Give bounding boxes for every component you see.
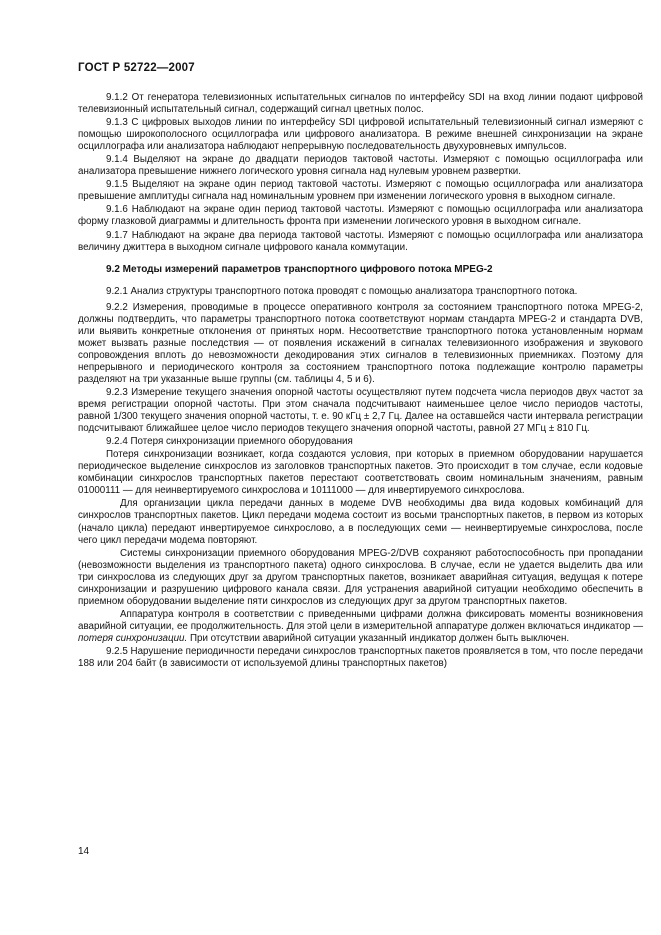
paragraph-9-2-2: 9.2.2 Измерения, проводимые в процессе оперативного контроля за состоянием транспортного потока MPEG-2, должны подтвердить, что параметры транспортного потока соответствуют нормам стандарта MPEG-2 и стандарта DVB, или выявить конкретные отклонения от принятых норм. Несоответствие транспортного потока установленным нормам может вызвать разные последствия — от появления искажений в сигналах телевизионного изображения и звукового сопровождения вплоть до невозможности декодирования этих сигналов в телевизионных приемниках. Поэтому для непрерывного и периодического контроля за состоянием транспортного потока подлежащие контролю параметры разделяют на три указанные выше группы (см. таблицы 4, 5 и 6). <box>78 301 643 385</box>
paragraph-9-1-5: 9.1.5 Выделяют на экране один период тактовой частоты. Измеряют с помощью осциллографа или анализатора превышение амплитуды сигнала над номинальным уровнем при изменении логического уровня в выходном сигнале. <box>78 179 643 203</box>
paragraph-9-2-3: 9.2.3 Измерение текущего значения опорной частоты осуществляют путем подсчета числа периодов двух частот за время регистрации опорной частоты. При этом сначала подсчитывают наименьшее целое число периодов частоты, равной 1/300 текущего значения опорной частоты, т. е. 90 кГц ± 2,7 Гц. Далее на оставшейся части интервала регистрации подсчитывают ближайшее целое число периодов текущего значения опорной частоты, равной 27 МГц ± 810 Гц. <box>78 386 643 435</box>
paragraph-9-1-7: 9.1.7 Наблюдают на экране два периода тактовой частоты. Измеряют с помощью осциллографа или анализатора величину джиттера в выходном сигнале цифрового канала коммутации. <box>78 229 643 253</box>
paragraph-9-2-4-a: Потеря синхронизации возникает, когда создаются условия, при которых в приемном оборудовании нарушается периодическое выделение синхрослов из заголовков транспортных пакетов. Это происходит в том случае, если кодовые комбинации синхрослов транспортных пакетов перестают соответствовать своим номинальным значениям, равным 01000111 — для неинвертируемого синхрослова и 10111000 — для инвертируемого синхрослова. <box>78 449 643 497</box>
paragraph-9-1-2: 9.1.2 От генератора телевизионных испытательных сигналов по интерфейсу SDI на вход линии подают цифровой телевизионный испытательный сигнал, содержащий сигнал цветных полос. <box>78 92 643 116</box>
paragraph-9-2-5: 9.2.5 Нарушение периодичности передачи синхрослов транспортных пакетов проявляется в том, что после передачи 188 или 204 байт (в зависимости от используемой длины транспортных пакетов) <box>78 645 643 670</box>
indicator-label: потеря синхронизации. <box>78 632 188 644</box>
document-body <box>78 92 643 671</box>
paragraph-9-2-4-title: 9.2.4 Потеря синхронизации приемного оборудования <box>106 436 353 448</box>
paragraph-9-1-6: 9.1.6 Наблюдают на экране один период тактовой частоты. Измеряют с помощью осциллографа или анализатора форму глазковой диаграммы и длительность фронта при изменении логического уровня в выходном сигнале. <box>78 204 643 228</box>
page-number: 14 <box>78 846 90 857</box>
paragraph-9-1-4: 9.1.4 Выделяют на экране до двадцати периодов тактовой частоты. Измеряют с помощью осциллографа или анализатора превышение нижнего логического уровня сигнала над нулевым уровнем развертки. <box>78 154 643 178</box>
paragraph-9-2-1: 9.2.1 Анализ структуры транспортного потока проводят с помощью анализатора транспортного потока. <box>106 285 578 297</box>
paragraph-9-2-4-d <box>78 609 643 645</box>
document-header: ГОСТ Р 52722—2007 <box>78 62 195 74</box>
paragraph-9-1-3: 9.1.3 С цифровых выходов линии по интерфейсу SDI цифровой испытательный телевизионный сигнал измеряют с помощью широкополосного осциллографа или цифрового анализатора. В режиме внешней синхронизации на экране осциллографа или анализатора наблюдают непрерывную последовательность двухуровневых импульсов. <box>78 117 643 153</box>
paragraph-9-2-4-d-start: Аппаратура контроля в соответствии с приведенными цифрами должна фиксировать моменты возникновения аварийной ситуации, ее продолжительность. Для этой цели в измерительной аппаратуре должен включаться индикатор — <box>78 608 643 632</box>
paragraph-9-2-4-c: Системы синхронизации приемного оборудования MPEG-2/DVB сохраняют работоспособность при пропадании (невозможности выделения из транспортного пакета) одного синхрослова. В случае, если не удается выделить два или три синхрослова из следующих друг за другом транспортных пакетов, возникает аварийная ситуация, ведущая к потере синхронизации и разрушению цифрового канала связи. Для устранения аварийной ситуации необходимо обеспечить в приемном оборудовании выделение пяти синхрослов из следующих друг за другом транспортных пакетов. <box>78 547 643 607</box>
section-heading-9-2: 9.2 Методы измерений параметров транспортного цифрового потока MPEG-2 <box>106 263 493 275</box>
paragraph-9-2-4-d-end: При отсутствии аварийной ситуации указанный индикатор должен быть выключен. <box>187 632 570 644</box>
paragraph-9-2-4-b: Для организации цикла передачи данных в модеме DVB необходимы два вида кодовых комбинаций для синхрослов транспортных пакетов. Цикл передачи модема состоит из восьми транспортных пакетов, в первом из которых (начало цикла) передают инвертируемое синхрослово, а в последующих семи — неинвертируемые синхрослова, после чего цикл передачи модема повторяют. <box>78 498 643 546</box>
